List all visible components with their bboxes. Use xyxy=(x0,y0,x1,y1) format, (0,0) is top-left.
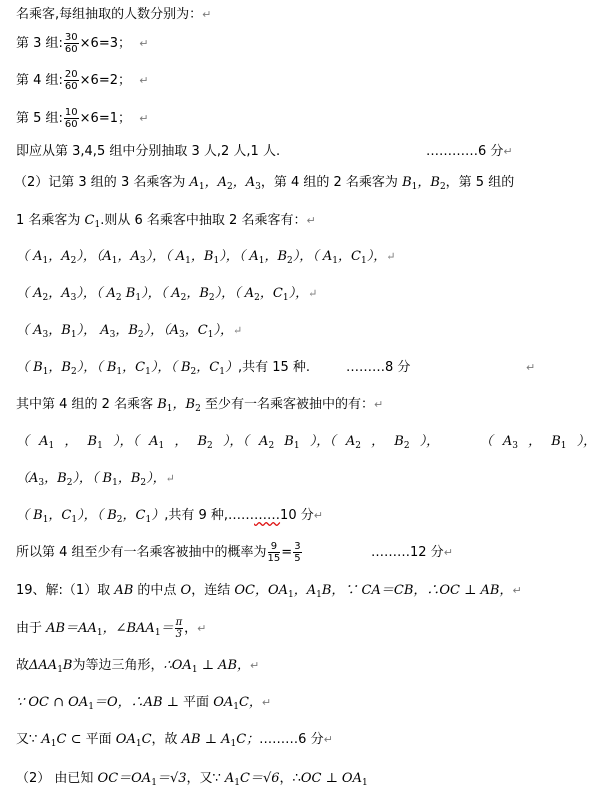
math-A-list: $A_1$，$A_2$，$A_3$ xyxy=(189,175,261,192)
line-text: （2） 由已知 xyxy=(16,771,98,786)
pairs-text: （ $A_1$，$A_2$），（$A_1$，$A_3$），（ $A_1$，$B_1$），（ $A_1$，$B_2$），（ $A_1$，$C_1$）， xyxy=(16,249,387,266)
part-2-line xyxy=(16,768,533,794)
calc-text: ×6=2； xyxy=(79,73,131,88)
intersection-line xyxy=(16,694,533,716)
line-text: 为等边三角形， xyxy=(72,658,164,673)
text-line-5 xyxy=(16,143,533,161)
pairs-text: （ $A_2$，$A_3$），（ $A_2$ $B_1$），（ $A_2$，$B_2$），（ $A_2$，$C_1$）， xyxy=(16,286,309,303)
fraction: $\frac{9}{15}$ xyxy=(267,541,281,564)
fraction: $\frac{10}{60}$ xyxy=(64,107,78,130)
line-text: ,共有 15 种. xyxy=(237,360,311,375)
text-line-12 xyxy=(16,396,533,418)
line-text: 又∵ xyxy=(16,732,42,747)
group-label: 第 5 组: xyxy=(16,111,63,126)
since-line: 由于 $AB=AA_1$，$\angle BAA_1=$ $\frac{\pi}{3}$ ，↵ xyxy=(16,617,207,640)
paragraph-mark-icon: ↵ xyxy=(313,509,323,522)
group-label: 第 4 组: xyxy=(16,73,63,88)
score-marker-wavy: …… xyxy=(254,508,281,523)
pairs-line-5 xyxy=(16,433,596,455)
calc-text: ×6=1； xyxy=(79,111,131,126)
paragraph-mark-icon: ↵ xyxy=(386,250,396,263)
paragraph-mark-icon: ↵ xyxy=(232,324,243,337)
group-label: 第 3 组: xyxy=(16,36,63,51)
line-text: ，∴ xyxy=(279,771,301,786)
score-marker: …………6 分↵ xyxy=(426,144,513,159)
pairs-text: （ $A_1$ ， $B_1$ ），（ $A_1$ ， $B_2$ ），（ $A_2$ $B_1$ ），（ $A_2$ ， $B_2$ ）， （ $A_3$ ， $B_1$ ）， xyxy=(16,434,596,451)
line-text: 其中第 4 组的 2 名乘客 xyxy=(16,397,158,412)
line-text: ,共有 9 种,…… xyxy=(164,508,255,523)
fraction: $\frac{20}{60}$ xyxy=(64,69,78,92)
paragraph-mark-icon: ↵ xyxy=(373,398,384,411)
pairs-line-3 xyxy=(16,322,533,344)
math-expression: OC ⊥ $OA_1$ xyxy=(300,771,368,788)
pairs-line-6 xyxy=(16,470,533,492)
probability-line: 所以第 4 组至少有一名乘客被抽中的概率为 $\frac{9}{15}$ = $\frac{3}{5}$ ………12 分↵ xyxy=(16,538,533,568)
line-text: .则从 6 名乘客中抽取 2 名乘客有： xyxy=(100,213,307,228)
line-text: 名乘客,每组抽取的人数分别为： xyxy=(16,7,203,22)
text-line-7 xyxy=(16,212,533,234)
text-line-6 xyxy=(14,174,533,196)
math-expression: $\therefore OA_1$ ⊥ AB， xyxy=(163,658,250,675)
line-text: ，第 5 组的 xyxy=(445,175,515,190)
pairs-text: （ $B_1$，$C_1$），（ $B_2$，$C_1$） xyxy=(16,508,165,525)
pairs-line-7 xyxy=(16,507,533,529)
line-text: 至少有一名乘客被抽中的有： xyxy=(200,397,374,412)
math-expression: ∵ OC ∩ $OA_1=O$，∴AB ⊥ xyxy=(16,695,184,712)
therefore-line xyxy=(16,657,533,679)
score-marker: 10 分 xyxy=(280,508,314,523)
group-5-line xyxy=(16,106,533,132)
paragraph-mark-icon: ↵ xyxy=(308,287,318,300)
pairs-text: （ $A_3$，$B_1$）， $A_3$，$B_2$），（$A_3$，$C_1$）， xyxy=(16,323,233,340)
paragraph-mark-icon: ↵ xyxy=(261,696,272,709)
paragraph-mark-icon: ↵ xyxy=(306,214,316,227)
paragraph-mark-icon: ↵ xyxy=(323,733,333,746)
paragraph-mark-icon: ↵ xyxy=(139,37,149,50)
line-text: ，第 4 组的 2 名乘客为 xyxy=(260,175,403,190)
paragraph-mark-icon: ↵ xyxy=(503,145,513,158)
line-text: ，连结 xyxy=(191,583,235,598)
paragraph-mark-icon: ↵ xyxy=(443,546,453,559)
pairs-line-4 xyxy=(16,359,536,381)
line-text: 故 xyxy=(16,658,30,673)
math-B-list: $B_1$，$B_2$ xyxy=(402,175,446,192)
line-text: 19、解:（1）取 xyxy=(16,583,115,598)
pairs-line-2 xyxy=(16,285,533,307)
math-expression: AB ⊥ $A_1C$； xyxy=(181,732,260,749)
math-B1-B2: $B_1$，$B_2$ xyxy=(157,397,201,414)
paragraph-mark-icon: ↵ xyxy=(197,622,207,635)
group-3-line xyxy=(16,31,533,57)
paragraph-mark-icon: ↵ xyxy=(202,8,212,21)
line-text: 平面 xyxy=(183,695,214,710)
line-text: 所以第 4 组至少有一名乘客被抽中的概率为 xyxy=(16,545,267,560)
line-text: 由于 xyxy=(16,621,47,636)
line-text: ，故 xyxy=(151,732,182,747)
group-4-line xyxy=(16,68,533,94)
fraction: $\frac{30}{60}$ xyxy=(64,32,78,55)
line-text: 即应从第 3,4,5 组中分别抽取 3 人,2 人,1 人. xyxy=(16,144,281,159)
pairs-text: （$A_3$，$B_2$），（ $B_1$，$B_2$）， xyxy=(16,471,166,488)
score-marker: ………6 分 xyxy=(259,732,324,747)
score-marker: ………8 分 xyxy=(346,360,411,375)
pairs-line-1 xyxy=(16,248,533,270)
math-expression: $OC=OA_1=√3$ xyxy=(97,771,187,788)
line-text: 平面 xyxy=(85,732,116,747)
math-O: O xyxy=(180,583,192,598)
math-expression: $A_1C$ ⊂ xyxy=(41,732,86,749)
fraction: $\frac{\pi}{3}$ xyxy=(175,617,183,640)
math-expression: OC，$OA_1$，$A_1B$，∵ CA＝CB，∴OC ⊥ AB， xyxy=(234,583,513,600)
paragraph-mark-icon: ↵ xyxy=(165,472,175,485)
fraction: $\frac{3}{5}$ xyxy=(294,541,301,564)
math-expression: $OA_1C$， xyxy=(213,695,262,712)
paragraph-mark-icon: ↵ xyxy=(250,659,260,672)
paragraph-mark-icon: ↵ xyxy=(139,112,149,125)
line-text: 的中点 xyxy=(133,583,181,598)
paragraph-mark-icon: ↵ xyxy=(526,361,536,374)
math-expression: $AB=AA_1$，$\angle BAA_1=$ xyxy=(46,621,174,638)
line-text: （2）记第 3 组的 3 名乘客为 xyxy=(14,175,190,190)
calc-text: ×6=3； xyxy=(79,36,131,51)
problem-19-line xyxy=(16,582,533,604)
line-text: 1 名乘客为 xyxy=(16,213,85,228)
paragraph-mark-icon: ↵ xyxy=(512,584,522,597)
pairs-text: （ $B_1$，$B_2$），（ $B_1$，$C_1$），（ $B_2$，$C_1$） xyxy=(16,360,238,377)
line-text: ，又∵ xyxy=(186,771,225,786)
math-expression: $OA_1C$ xyxy=(115,732,152,749)
score-marker: ………12 分↵ xyxy=(371,545,453,560)
text-line-1 xyxy=(16,6,533,24)
math-triangle: $\Delta AA_1B$ xyxy=(29,658,73,675)
math-AB: AB xyxy=(114,583,134,598)
paragraph-mark-icon: ↵ xyxy=(139,74,149,87)
math-expression: $A_1C=√6$ xyxy=(224,771,280,788)
conclusion-line xyxy=(16,731,533,753)
math-C1: $C_1$ xyxy=(84,213,101,230)
